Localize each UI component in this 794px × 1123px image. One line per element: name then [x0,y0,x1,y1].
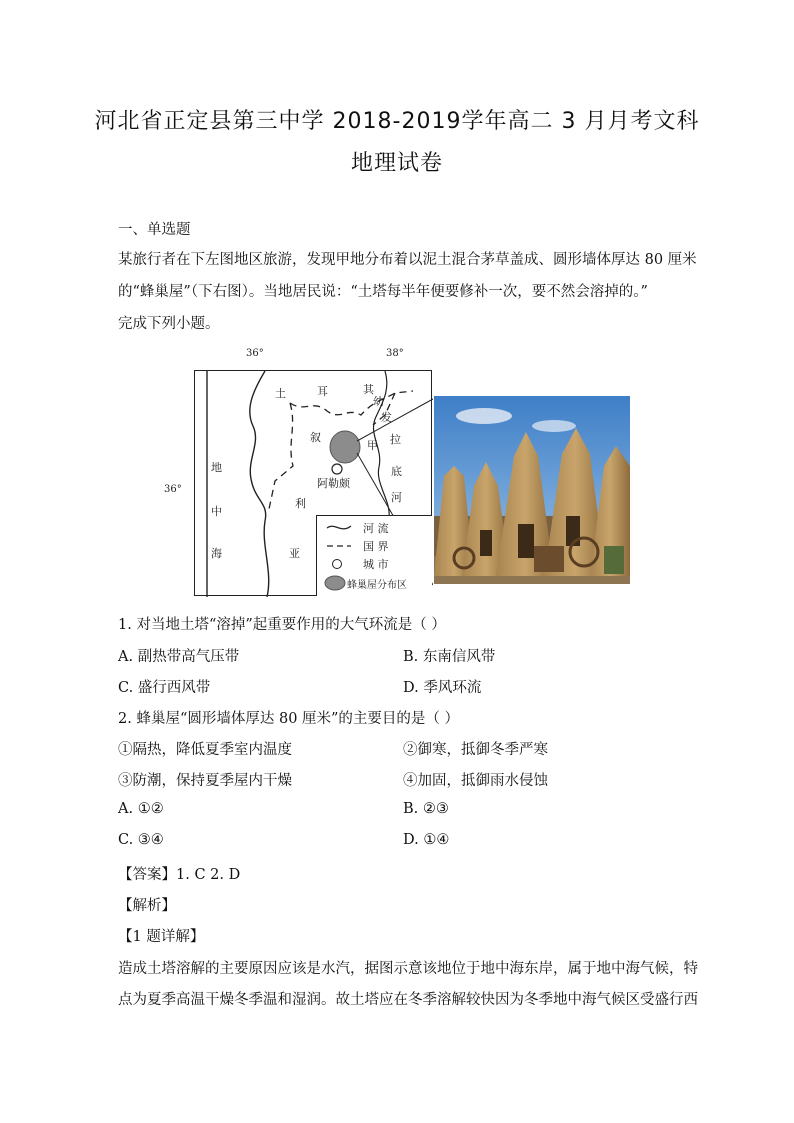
label-er: 耳 [317,385,328,398]
label-xu: 叙 [310,431,321,444]
detail-line-1: 造成土塔溶解的主要原因应该是水汽，据图示意该地位于地中海东岸，属于地中海气候，特 [118,961,698,977]
intro-line-1: 某旅行者在下左图地区旅游，发现甲地分布着以泥土混合茅草盖成、圆形墙体厚达 80 厘米 [118,252,697,268]
q1-stem: 1. 对当地土塔“溶掉”起重要作用的大气环流是（ ） [118,617,446,633]
q2-option-c: C. ③④ [118,832,164,848]
label-qi: 其 [363,383,374,396]
legend-river: 河 流 [363,522,389,535]
q2-statement-3: ③防潮，保持夏季屋内干燥 [118,773,292,789]
q1-option-c: C. 盛行西风带 [118,680,211,696]
q2-option-b: B. ②③ [403,801,449,817]
legend-city: 城 市 [363,558,389,571]
label-la: 拉 [390,433,401,446]
intro-line-2: 的“蜂巢屋”（下右图）。当地居民说：“土塔每半年便要修补一次，要不然会溶掉的。” [118,284,648,300]
lon-label-36: 36° [246,348,264,359]
analysis-heading: 【解析】 [118,898,176,914]
map-legend [316,515,432,596]
q1-option-b: B. 东南信风带 [403,649,496,665]
lat-label-36: 36° [164,484,182,495]
detail-heading: 【1 题详解】 [118,929,205,945]
legend-hive-area: 蜂巢屋分布区 [347,580,407,591]
q1-option-d: D. 季风环流 [403,680,482,696]
document-title-line2: 地理试卷 [350,151,443,176]
label-sea-2: 中 [211,505,222,518]
label-city: 阿勒颇 [317,477,350,490]
q2-statement-2: ②御寒，抵御冬季严寒 [403,742,548,758]
label-li: 利 [295,497,306,510]
q2-option-a: A. ①② [118,801,164,817]
document-title-line1: 河北省正定县第三中学 2018-2019学年高二 3 月月考文科 [94,109,700,134]
label-you: 幼 [373,395,384,408]
beehive-house-photo [434,396,630,584]
label-jia: 甲 [367,439,378,452]
label-tu: 土 [275,387,286,400]
detail-line-2: 点为夏季高温干燥冬季温和湿润。故土塔应在冬季溶解较快因为冬季地中海气候区受盛行西 [118,992,698,1008]
label-he: 河 [391,491,402,504]
q2-stem: 2. 蜂巢屋“圆形墙体厚达 80 厘米”的主要目的是（ ） [118,711,460,727]
q1-option-a: A. 副热带高气压带 [118,649,240,665]
legend-border: 国 界 [363,540,389,553]
q2-statement-4: ④加固，抵御雨水侵蚀 [403,773,548,789]
lon-label-38: 38° [386,348,404,359]
section-heading: 一、单选题 [118,222,191,238]
label-sea-1: 地 [211,461,222,474]
q2-statement-1: ①隔热，降低夏季室内温度 [118,742,292,758]
label-fa: 发 [381,411,392,424]
label-sea-3: 海 [211,547,222,560]
intro-line-3: 完成下列小题。 [118,316,220,332]
q2-option-d: D. ①④ [403,832,450,848]
label-ya: 亚 [289,547,300,560]
answer-line: 【答案】1. C 2. D [118,867,241,883]
label-di: 底 [391,465,402,478]
